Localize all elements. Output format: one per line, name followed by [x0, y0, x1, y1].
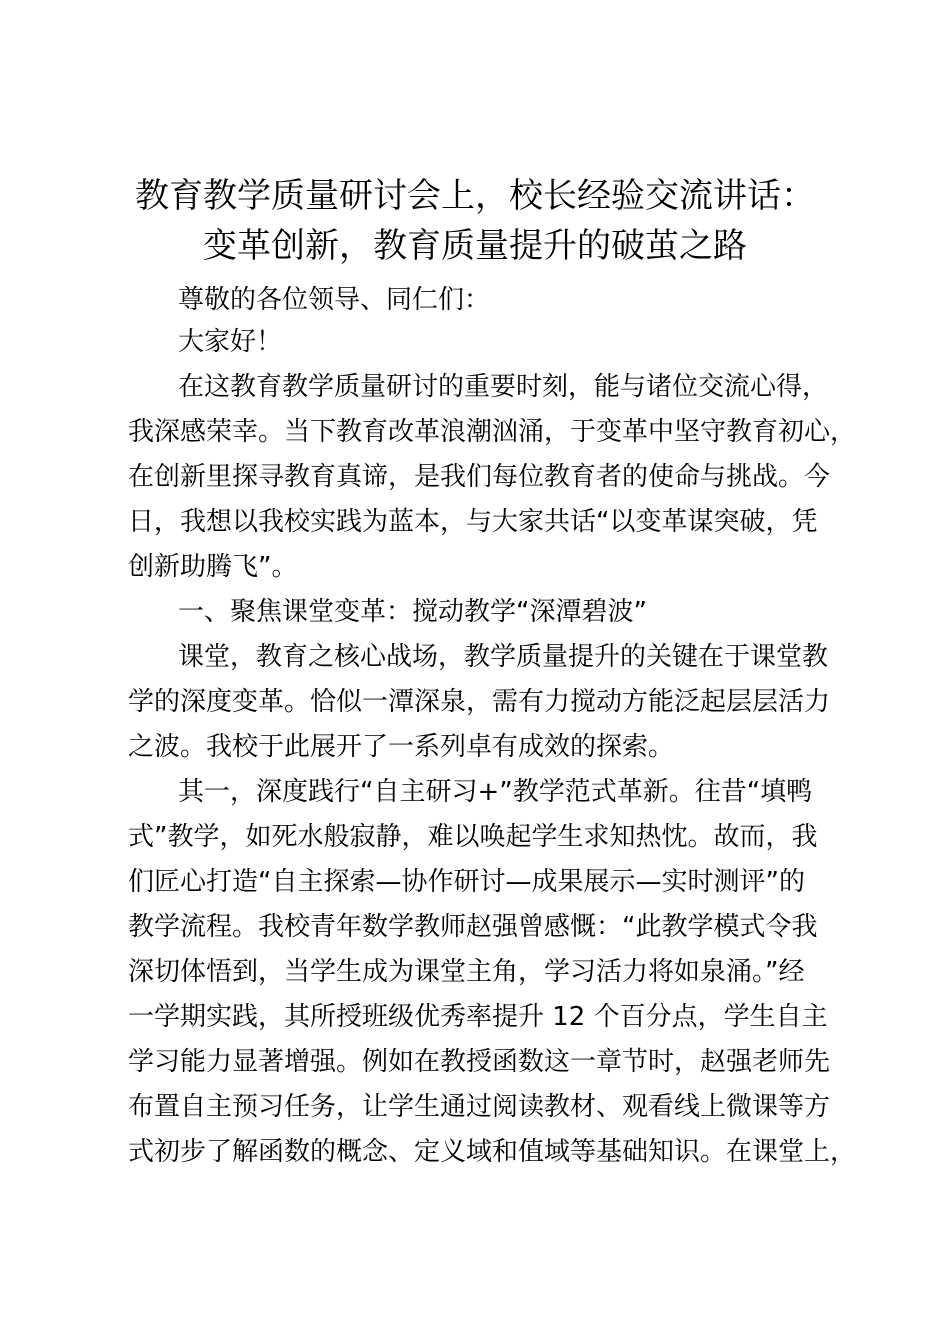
paragraph-3-line: 布置自主预习任务，让学生通过阅读教材、观看线上微课等方: [128, 1092, 831, 1122]
section-1-heading: 一、聚焦课堂变革：搅动教学“深潭碧波”: [178, 597, 647, 627]
salutation: 尊敬的各位领导、同仁们：: [178, 285, 491, 315]
paragraph-3-line: 式”教学，如死水般寂静，难以唤起学生求知热忱。故而，我: [128, 822, 818, 852]
paragraph-3-line: 一学期实践，其所授班级优秀率提升 12 个百分点，学生自主: [128, 1002, 828, 1032]
paragraph-1-line: 在创新里探寻教育真谛，是我们每位教育者的使命与挑战。今: [128, 462, 831, 492]
greeting: 大家好！: [178, 327, 283, 357]
paragraph-3-line: 们匠心打造“自主探索—协作研讨—成果展示—实时测评”的: [128, 867, 805, 897]
paragraph-3-line: 教学流程。我校青年数学教师赵强曾感慨：“此教学模式令我: [128, 912, 818, 942]
paragraph-3-line: 深切体悟到，当学生成为课堂主角，学习活力将如泉涌。”经: [128, 957, 805, 987]
paragraph-3-line: 学习能力显著增强。例如在教授函数这一章节时，赵强老师先: [128, 1047, 831, 1077]
paragraph-1-line: 我深感荣幸。当下教育改革浪潮汹涌，于变革中坚守教育初心，: [128, 417, 857, 447]
paragraph-3-line: 式初步了解函数的概念、定义域和值域等基础知识。在课堂上，: [128, 1137, 857, 1167]
document-title-line-1: 教育教学质量研讨会上，校长经验交流讲话：: [135, 176, 815, 216]
paragraph-3-line: 其一，深度践行“自主研习+”教学范式革新。往昔“填鸭: [178, 777, 813, 807]
paragraph-2-line: 学的深度变革。恰似一潭深泉，需有力搅动方能泛起层层活力: [128, 687, 831, 717]
paragraph-2-line: 之波。我校于此展开了一系列卓有成效的探索。: [128, 732, 675, 762]
paragraph-2-line: 课堂，教育之核心战场，教学质量提升的关键在于课堂教: [178, 642, 829, 672]
paragraph-1-line: 创新助腾飞”。: [128, 552, 298, 582]
paragraph-1-line: 日，我想以我校实践为蓝本，与大家共话“以变革谋突破，凭: [128, 507, 818, 537]
paragraph-1-line: 在这教育教学质量研讨的重要时刻，能与诸位交流心得，: [178, 372, 829, 402]
document-title-line-2: 变革创新，教育质量提升的破茧之路: [203, 226, 747, 266]
